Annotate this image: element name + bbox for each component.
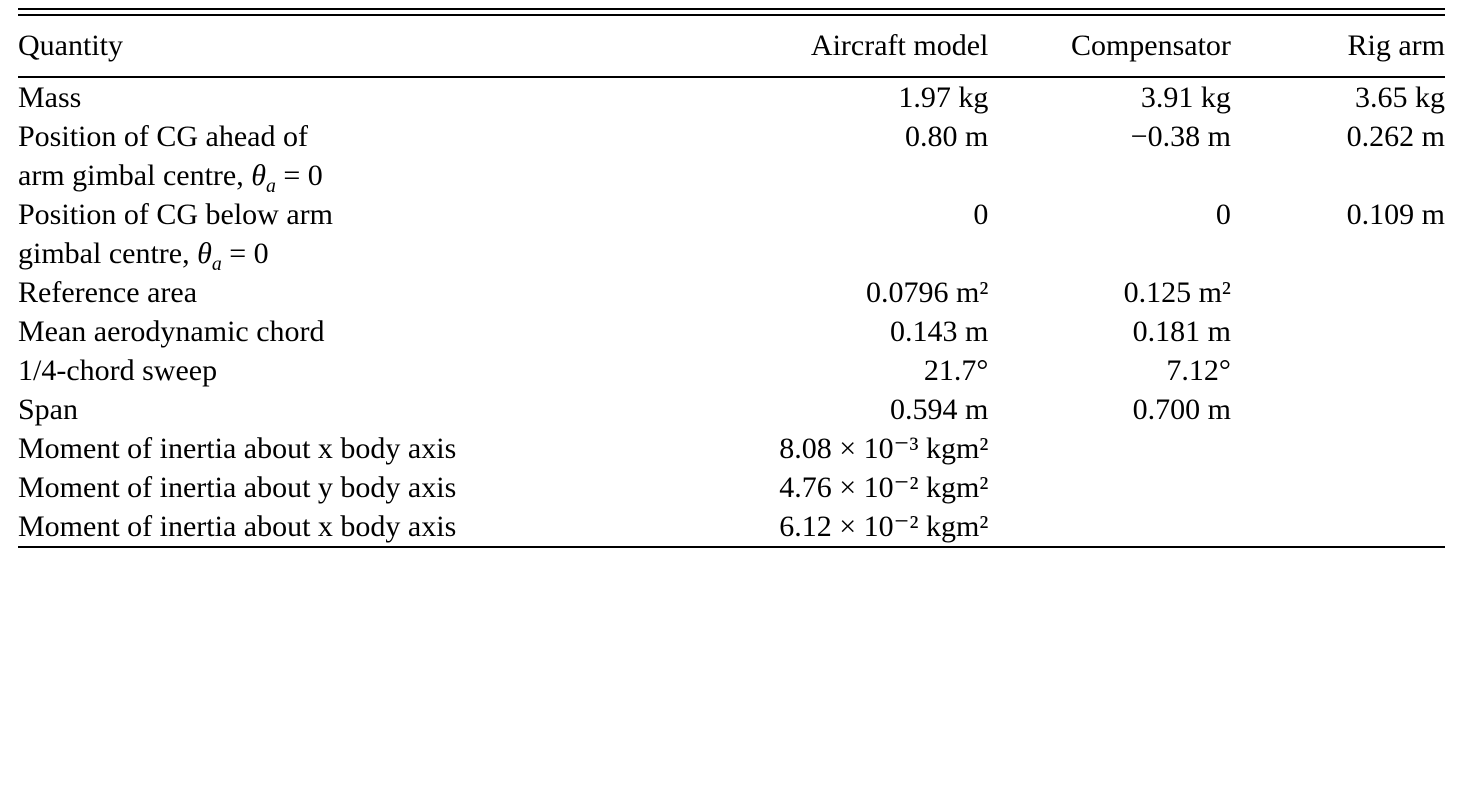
cell-empty <box>1231 156 1445 195</box>
row-label-cg-ahead-continuation <box>18 156 674 195</box>
table-row-continuation <box>18 234 1445 273</box>
cell-reference-area-compensator: 0.125 m² <box>1123 276 1231 309</box>
row-label-cg-below: Position of CG below arm <box>18 198 333 231</box>
cell-moi-y-compensator <box>988 468 1231 507</box>
row-label-moi-y: Moment of inertia about y body axis <box>18 471 457 504</box>
equals-zero-text: = 0 <box>221 237 269 270</box>
table-row <box>18 78 1445 117</box>
theta-a-symbol: $\theta_a$ <box>197 237 222 275</box>
cell-empty <box>988 234 1231 273</box>
cell-reference-area-rig <box>1231 273 1445 312</box>
cell-mac-aircraft: 0.143 m <box>890 315 989 348</box>
table-bottom-rule <box>18 546 1445 548</box>
cell-cg-ahead-aircraft: 0.80 m <box>905 120 989 153</box>
table-row <box>18 390 1445 429</box>
row-label-quarter-chord-sweep: 1/4-chord sweep <box>18 354 218 387</box>
cell-moi-y-rig <box>1231 468 1445 507</box>
cell-span-rig <box>1231 390 1445 429</box>
cell-empty <box>1231 234 1445 273</box>
cell-sweep-compensator: 7.12° <box>1166 354 1231 387</box>
table-row <box>18 312 1445 351</box>
column-header-quantity: Quantity <box>18 29 123 62</box>
table-body <box>18 78 1445 546</box>
row-label-cg-below-continuation <box>18 234 674 273</box>
cell-moi-x-2-aircraft: 6.12 × 10⁻² kgm² <box>779 510 989 543</box>
continuation-text-gimbal: gimbal centre, <box>18 237 198 270</box>
equals-zero-text: = 0 <box>275 159 323 192</box>
cell-moi-y-aircraft: 4.76 × 10⁻² kgm² <box>779 471 989 504</box>
column-header-compensator: Compensator <box>1070 29 1231 62</box>
cell-mac-compensator: 0.181 m <box>1132 315 1231 348</box>
cell-cg-below-aircraft: 0 <box>973 198 989 231</box>
row-label-moi-x-2: Moment of inertia about x body axis <box>18 510 457 543</box>
cell-mass-compensator: 3.91 kg <box>1140 81 1231 114</box>
cell-reference-area-aircraft: 0.0796 m² <box>866 276 989 309</box>
cell-cg-ahead-rig: 0.262 m <box>1346 120 1445 153</box>
cell-sweep-rig <box>1231 351 1445 390</box>
cell-mac-rig <box>1231 312 1445 351</box>
cell-cg-ahead-compensator: −0.38 m <box>1130 120 1231 153</box>
parameters-table <box>18 16 1445 546</box>
cell-sweep-aircraft: 21.7° <box>923 354 989 387</box>
cell-cg-below-rig: 0.109 m <box>1346 198 1445 231</box>
row-label-cg-ahead: Position of CG ahead of <box>18 120 308 153</box>
row-label-mean-aerodynamic-chord: Mean aerodynamic chord <box>18 315 325 348</box>
cell-mass-rig: 3.65 kg <box>1355 81 1445 114</box>
cell-span-compensator: 0.700 m <box>1132 393 1231 426</box>
table-row-continuation <box>18 156 1445 195</box>
continuation-text-arm-gimbal: arm gimbal centre, <box>18 159 252 192</box>
cell-empty <box>988 156 1231 195</box>
theta-a-symbol: $\theta_a$ <box>251 159 276 197</box>
row-label-mass: Mass <box>18 81 82 114</box>
table-top-rule-outer <box>18 8 1445 10</box>
cell-mass-aircraft: 1.97 kg <box>898 81 989 114</box>
table-header-row <box>18 16 1445 76</box>
table-sheet <box>0 8 1463 809</box>
cell-empty <box>674 156 988 195</box>
column-header-aircraft-model: Aircraft model <box>810 29 989 62</box>
column-header-rig-arm: Rig arm <box>1347 29 1445 62</box>
table-header <box>18 16 1445 78</box>
table-row <box>18 507 1445 546</box>
cell-moi-x-2-compensator <box>988 507 1231 546</box>
table-row <box>18 195 1445 234</box>
cell-empty <box>674 234 988 273</box>
row-label-reference-area: Reference area <box>18 276 198 309</box>
table-row <box>18 117 1445 156</box>
table-row <box>18 468 1445 507</box>
table-row <box>18 351 1445 390</box>
table-row <box>18 273 1445 312</box>
row-label-span: Span <box>18 393 78 426</box>
table-row <box>18 429 1445 468</box>
cell-moi-x-2-rig <box>1231 507 1445 546</box>
row-label-moi-x-1: Moment of inertia about x body axis <box>18 432 457 465</box>
cell-moi-x-1-rig <box>1231 429 1445 468</box>
cell-moi-x-1-compensator <box>988 429 1231 468</box>
cell-moi-x-1-aircraft: 8.08 × 10⁻³ kgm² <box>779 432 989 465</box>
cell-span-aircraft: 0.594 m <box>890 393 989 426</box>
cell-cg-below-compensator: 0 <box>1215 198 1231 231</box>
